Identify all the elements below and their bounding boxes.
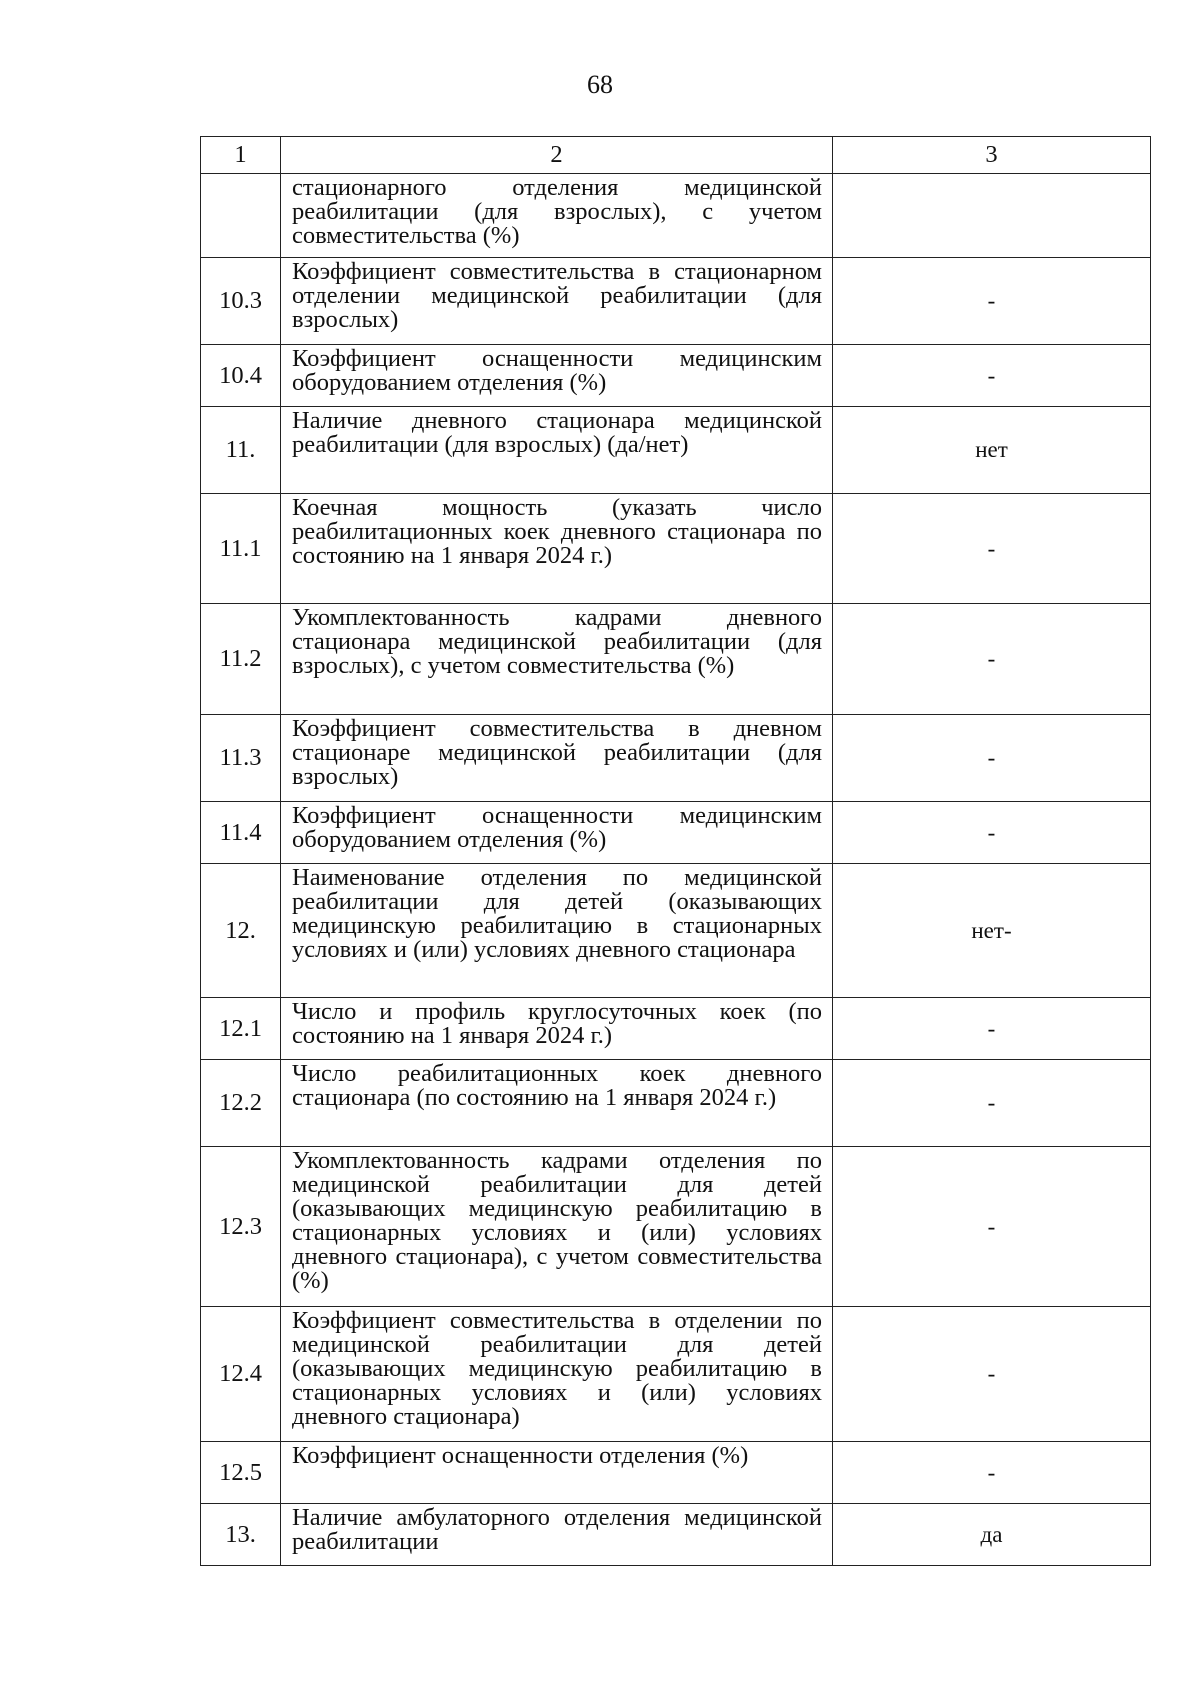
table-row <box>201 1307 1151 1442</box>
row-value: - <box>833 345 1151 407</box>
table-header-row <box>201 137 1151 174</box>
row-value: - <box>833 1060 1151 1147</box>
row-number: 11.1 <box>201 494 281 604</box>
row-description: Укомплектованность кадрами отделения по медицинской реабилитации для детей (оказывающих медицинскую реабилитацию в стационарных условиях и (или) условиях дневного стационара), с учетом совместительства (%) <box>281 1147 833 1307</box>
table-row <box>201 1442 1151 1504</box>
table-row <box>201 258 1151 345</box>
table-row <box>201 998 1151 1060</box>
row-value: - <box>833 1147 1151 1307</box>
row-number: 12.3 <box>201 1147 281 1307</box>
row-number: 11. <box>201 407 281 494</box>
row-description: Коэффициент совместительства в отделении по медицинской реабилитации для детей (оказывающих медицинскую реабилитацию в стационарных условиях и (или) условиях дневного стационара) <box>281 1307 833 1442</box>
table-row <box>201 407 1151 494</box>
row-value: нет- <box>833 864 1151 998</box>
row-number: 11.2 <box>201 604 281 715</box>
row-value: - <box>833 604 1151 715</box>
row-value: - <box>833 258 1151 345</box>
row-description: Коэффициент совместительства в стационарном отделении медицинской реабилитации (для взрослых) <box>281 258 833 345</box>
row-description: Коэффициент совместительства в дневном стационаре медицинской реабилитации (для взрослых) <box>281 715 833 802</box>
row-number: 10.4 <box>201 345 281 407</box>
row-description: стационарного отделения медицинской реабилитации (для взрослых), с учетом совместительства (%) <box>281 174 833 258</box>
column-header-2: 2 <box>281 137 833 174</box>
row-description: Коэффициент оснащенности отделения (%) <box>281 1442 833 1504</box>
row-number <box>201 174 281 258</box>
table-row <box>201 1504 1151 1566</box>
row-number: 13. <box>201 1504 281 1566</box>
page-number: 68 <box>587 70 613 99</box>
row-value <box>833 174 1151 258</box>
table-row <box>201 1060 1151 1147</box>
row-number: 10.3 <box>201 258 281 345</box>
row-value: - <box>833 1307 1151 1442</box>
row-number: 12.5 <box>201 1442 281 1504</box>
row-description: Коэффициент оснащенности медицинским оборудованием отделения (%) <box>281 802 833 864</box>
row-value: - <box>833 1442 1151 1504</box>
column-header-3: 3 <box>833 137 1151 174</box>
row-description: Укомплектованность кадрами дневного стационара медицинской реабилитации (для взрослых), с учетом совместительства (%) <box>281 604 833 715</box>
table-row <box>201 1147 1151 1307</box>
column-header-1: 1 <box>201 137 281 174</box>
row-value: нет <box>833 407 1151 494</box>
table-row <box>201 345 1151 407</box>
table-row <box>201 174 1151 258</box>
row-number: 12.1 <box>201 998 281 1060</box>
table-row <box>201 494 1151 604</box>
row-value: - <box>833 494 1151 604</box>
row-description: Число и профиль круглосуточных коек (по состоянию на 1 января 2024 г.) <box>281 998 833 1060</box>
row-value: да <box>833 1504 1151 1566</box>
row-description: Коечная мощность (указать число реабилитационных коек дневного стационара по состоянию на 1 января 2024 г.) <box>281 494 833 604</box>
row-value: - <box>833 998 1151 1060</box>
row-value: - <box>833 715 1151 802</box>
row-description: Число реабилитационных коек дневного стационара (по состоянию на 1 января 2024 г.) <box>281 1060 833 1147</box>
row-number: 12.2 <box>201 1060 281 1147</box>
table-row <box>201 864 1151 998</box>
row-description: Наименование отделения по медицинской реабилитации для детей (оказывающих медицинскую реабилитацию в стационарных условиях и (или) условиях дневного стационара <box>281 864 833 998</box>
indicators-table <box>200 136 1151 1566</box>
row-value: - <box>833 802 1151 864</box>
row-number: 11.4 <box>201 802 281 864</box>
row-number: 12. <box>201 864 281 998</box>
row-number: 12.4 <box>201 1307 281 1442</box>
row-description: Наличие дневного стационара медицинской реабилитации (для взрослых) (да/нет) <box>281 407 833 494</box>
table-row <box>201 604 1151 715</box>
row-description: Наличие амбулаторного отделения медицинской реабилитации <box>281 1504 833 1566</box>
table-row <box>201 715 1151 802</box>
row-description: Коэффициент оснащенности медицинским оборудованием отделения (%) <box>281 345 833 407</box>
table-row <box>201 802 1151 864</box>
row-number: 11.3 <box>201 715 281 802</box>
